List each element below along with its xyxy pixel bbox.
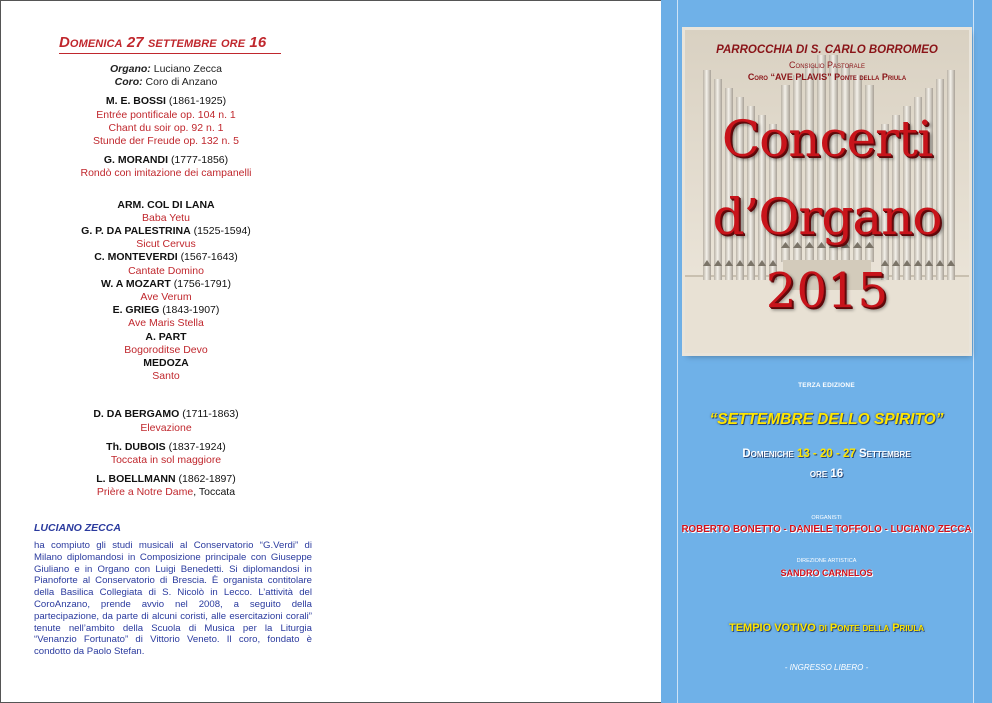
time-line [661,468,992,480]
cover-page [661,0,992,703]
composer-name: C. MONTEVERDI [94,251,178,264]
performer-organ [1,63,331,76]
composer-name: ARM. COL DI LANA [117,198,215,211]
work-title-text: Cantate Domino [128,264,204,277]
performer-choir [1,76,331,89]
work-title-text: Baba Yetu [142,211,190,224]
work-title-text: Entrée pontificale op. 104 n. 1 [96,108,236,121]
work-title [1,135,331,148]
composer-line [1,441,331,454]
series-title: “SETTEMBRE DELLO SPIRITO” [709,411,944,428]
work-title [1,212,331,225]
work-title [1,317,331,330]
work-title [1,344,331,357]
composer-name: D. DA BERGAMO [93,408,180,421]
composer-line [1,408,331,421]
composer-name: G. MORANDI [103,154,169,167]
organ-pipe [947,70,955,280]
dates-prefix: Domeniche [742,448,794,460]
work-suffix: , Toccata [193,486,236,499]
performer-name: Coro di Anzano [145,76,218,89]
program-spacer [1,383,331,408]
composer-name: L. BOELLMANN [96,473,176,486]
work-title-text: Rondò con imitazione dei campanelli [80,167,252,180]
poster-year: 2015 [765,263,889,319]
work-title [1,422,331,435]
composer-name: E. GRIEG [112,304,160,317]
poster-title-line1: Concerti [721,110,933,168]
program-list [1,63,331,500]
work-title [1,238,331,251]
work-title-text: Chant du soir op. 92 n. 1 [108,121,224,134]
composer-line [1,331,331,344]
performer-role: Organo: [109,63,151,75]
work-title [1,109,331,122]
work-title [1,486,331,499]
date-separator: - [832,448,843,460]
concert-poster [685,30,969,353]
parish-name: PARROCCHIA DI S. CARLO BORROMEO [716,44,938,56]
composer-dates: (1837-1924) [168,440,226,453]
choir-name: Coro “AVE PLAVIS” Ponte della Priula [747,72,907,82]
composer-name: MEDOZA [143,357,189,370]
composer-dates: (1777-1856) [170,154,229,167]
composer-line [1,473,331,486]
work-title-text: Ave Maris Stella [128,317,204,330]
work-title [1,167,331,180]
composer-line [1,95,331,108]
venue: TEMPIO VOTIVO di Ponte della Priula [728,622,924,634]
dates-month: Settembre [859,448,911,460]
time-label: ore [809,468,828,480]
bio-text: ha compiuto gli studi musicali al Conservatorio “G.Verdi” di Milano diplomandosi in Composizione principale con Giuseppe Giuliano e in Organo con Luigi Benedetti. Si diplomandosi in Pianoforte al Conservatorio di Brescia. È organista contitolare della Basilica Collegiata di S. Nicolò in Lecco. L’attività del CoroAnzano, prende avvio nel 2008, a seguito della partecipazione, da parte di alcuni coristi, alle esercitazioni corali” tenute nell’ambito della Scuola di Musica per la Liturgia “Venanzio Fortunato” di Vittorio Veneto. Il coro, fondato è condotto da Paolo Stefan. [34,540,312,658]
composer-dates: (1525-1594) [193,225,251,238]
artistic-director-name: SANDRO CARNELOS [780,568,873,578]
composer-dates: (1711-1863) [182,408,239,421]
composer-dates: (1567-1643) [180,251,238,264]
composer-name: M. E. BOSSI [105,95,166,108]
performer-role: Coro: [114,76,143,89]
composer-name: W. A MOZART [101,277,171,290]
work-title [1,122,331,135]
date-27: 27 [843,448,856,460]
work-title-text: Ave Verum [140,291,192,304]
composer-dates: (1861-1925) [168,95,227,108]
work-title-text: Prière a Notre Dame [96,486,194,499]
program-groups [1,89,331,499]
composer-line [1,304,331,317]
artistic-direction-label: DIREZIONE ARTISTICA [796,558,857,564]
work-title-text: Sicut Cervus [136,238,196,251]
work-title-text: Stunde der Freude op. 132 n. 5 [93,135,239,148]
work-title-text: Bogoroditse Devo [124,343,208,356]
composer-line [1,278,331,291]
composer-dates: (1756-1791) [173,277,231,290]
composer-line [1,199,331,212]
composer-dates: (1843-1907) [162,304,220,317]
composer-line [1,225,331,238]
time-value: 16 [830,468,844,480]
program-spacer [1,181,331,199]
edition-label: TERZA EDIZIONE [798,382,855,389]
poster-title-line2: d’Organo [712,188,942,246]
date-separator: - [809,448,820,460]
dates-line [661,448,992,460]
composer-line [1,357,331,370]
performer-name: Luciano Zecca [153,63,223,75]
composer-line [1,251,331,264]
date-13: 13 [796,448,810,460]
concert-date-header: Domenica 27 settembre ore 16 [59,34,281,54]
work-title-text: Santo [152,370,180,383]
free-entry-note: - INGRESSO LIBERO - [784,663,869,672]
work-title [1,370,331,383]
work-title-text: Toccata in sol maggiore [110,454,222,467]
composer-name: A. PART [145,330,187,343]
composer-dates: (1862-1897) [178,473,236,486]
composer-name: Th. DUBOIS [106,440,166,453]
bio-title: LUCIANO ZECCA [34,522,121,534]
organists-label: ORGANISTI [811,515,842,521]
work-title-text: Elevazione [140,421,192,434]
organ-pipe [703,70,711,280]
date-20: 20 [819,448,833,460]
organists-names: ROBERTO BONETTO - DANIELE TOFFOLO - LUCIANO ZECCA [681,524,972,535]
pastoral-council: Consiglio Pastorale [789,60,865,70]
work-title [1,291,331,304]
work-title [1,265,331,278]
composer-line [1,154,331,167]
composer-name: G. P. DA PALESTRINA [81,225,191,238]
work-title [1,454,331,467]
